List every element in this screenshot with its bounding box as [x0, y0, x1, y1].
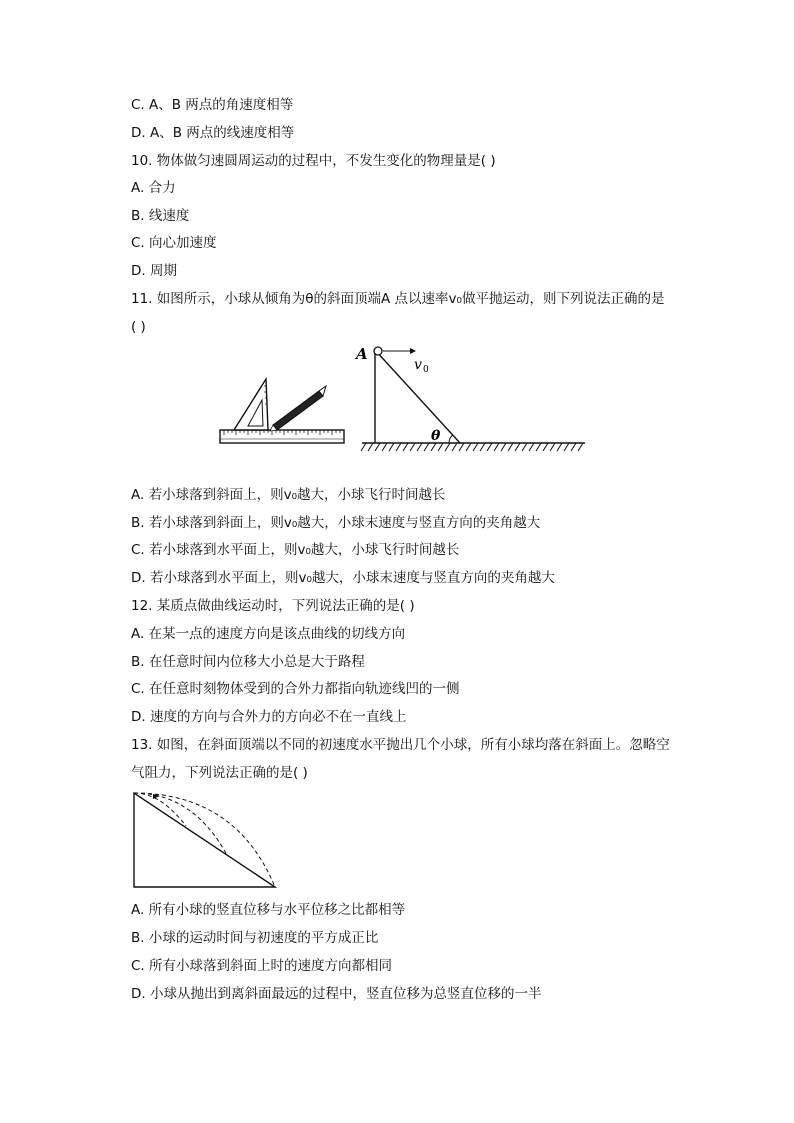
q10-option-a: A. 合力 [131, 180, 176, 196]
q10-option-c: C. 向心加速度 [131, 235, 217, 251]
q13-stem: 13. 如图，在斜面顶端以不同的初速度水平抛出几个小球，所有小球均落在斜面上。忽略空 [131, 737, 670, 753]
q11-option-a: A. 若小球落到斜面上，则v₀越大，小球飞行时间越长 [131, 487, 446, 503]
incline-trajectories-diagram [131, 790, 279, 890]
q12-option-d: D. 速度的方向与合外力的方向必不在一直线上 [131, 709, 407, 725]
q10-option-b: B. 线速度 [131, 208, 190, 224]
velocity-label: v [414, 357, 422, 373]
q12-option-a: A. 在某一点的速度方向是该点曲线的切线方向 [131, 626, 406, 642]
q13-option-b: B. 小球的运动时间与初速度的平方成正比 [131, 930, 379, 946]
q12-option-b: B. 在任意时间内位移大小总是大于路程 [131, 654, 365, 670]
theta-label: θ [431, 428, 441, 444]
velocity-subscript: 0 [423, 365, 429, 375]
q13-option-c: C. 所有小球落到斜面上时的速度方向都相同 [131, 958, 393, 974]
q10-stem: 10. 物体做匀速圆周运动的过程中，不发生变化的物理量是( ) [131, 153, 496, 169]
q11-option-b: B. 若小球落到斜面上，则v₀越大，小球末速度与竖直方向的夹角越大 [131, 515, 541, 531]
q11-option-d: D. 若小球落到水平面上，则v₀越大，小球末速度与竖直方向的夹角越大 [131, 570, 555, 586]
q13-option-a: A. 所有小球的竖直位移与水平位移之比都相等 [131, 902, 406, 918]
q12-option-c: C. 在任意时刻物体受到的合外力都指向轨迹线凹的一侧 [131, 681, 460, 697]
point-a-label: A [356, 345, 368, 363]
q11-stem: 11. 如图所示，小球从倾角为θ的斜面顶端A 点以速率v₀做平抛运动，则下列说法正确的是 [131, 291, 665, 307]
q11-stem-paren: ( ) [131, 319, 146, 335]
ruler-setsquare-illustration [218, 376, 348, 446]
q9-option-c: C. A、B 两点的角速度相等 [131, 97, 294, 113]
q13-option-d: D. 小球从抛出到离斜面最远的过程中，竖直位移为总竖直位移的一半 [131, 986, 542, 1002]
incline-projectile-diagram [352, 342, 588, 454]
q13-stem-cont: 气阻力，下列说法正确的是( ) [131, 765, 308, 781]
q10-option-d: D. 周期 [131, 263, 177, 279]
q9-option-d: D. A、B 两点的线速度相等 [131, 125, 295, 141]
q12-stem: 12. 某质点做曲线运动时，下列说法正确的是( ) [131, 598, 415, 614]
q11-option-c: C. 若小球落到水平面上，则v₀越大，小球飞行时间越长 [131, 542, 460, 558]
